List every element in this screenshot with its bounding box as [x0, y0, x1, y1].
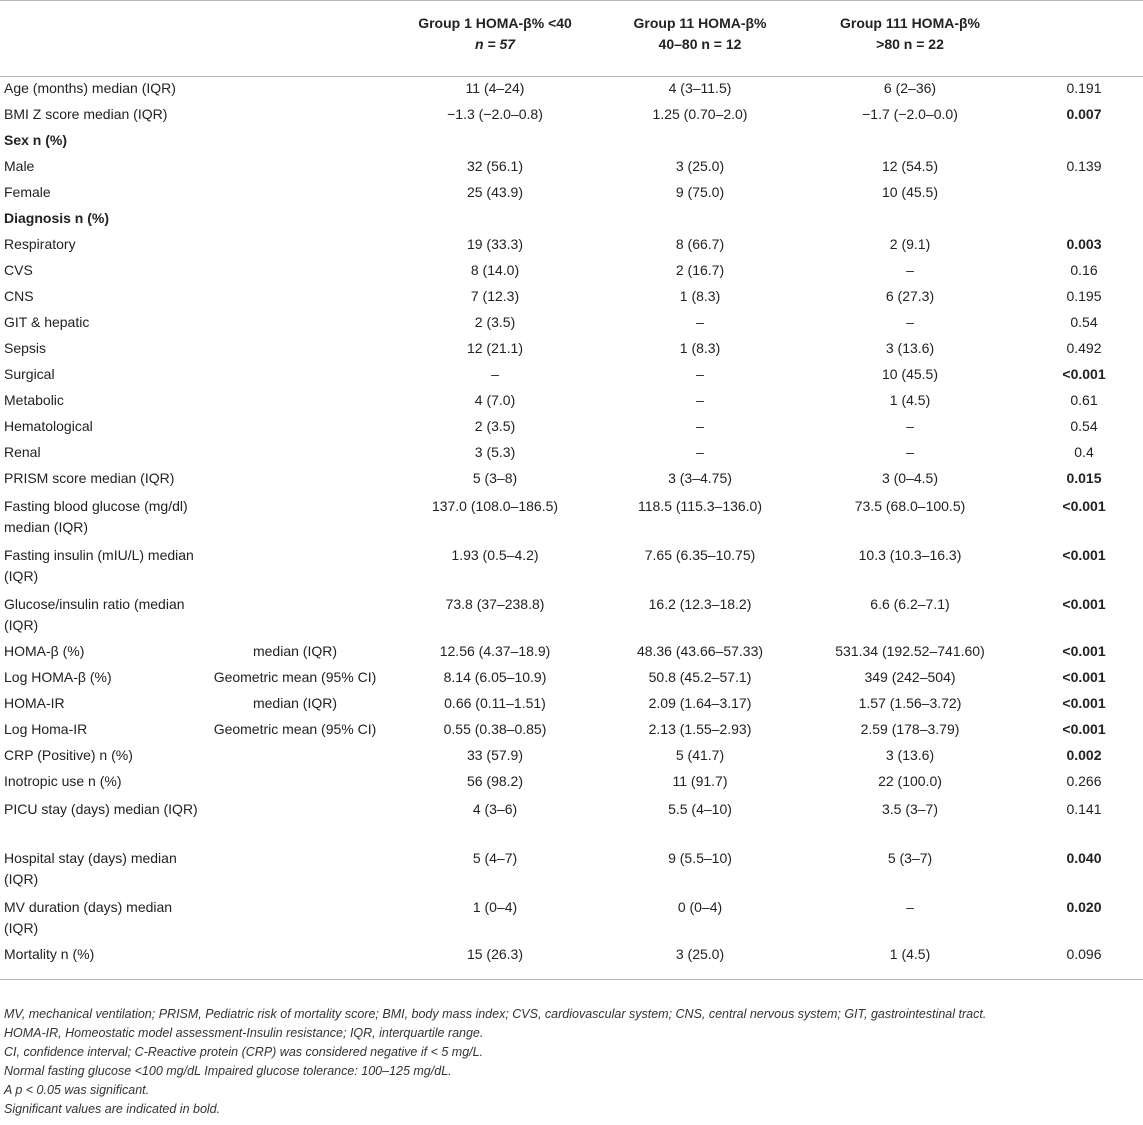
- cell-group-2: 3 (25.0): [605, 943, 795, 980]
- header-group-2-line1: Group 11 HOMA-β%: [633, 15, 767, 31]
- row-label: BMI Z score median (IQR): [4, 106, 168, 122]
- cell-group-3: 2.59 (178–3.79): [860, 721, 960, 737]
- cell-p-value: 0.4: [1074, 444, 1094, 460]
- row-sublabel: [205, 467, 385, 493]
- cell-group-3: 6 (27.3): [885, 288, 935, 304]
- cell-group-3: 10 (45.5): [881, 184, 939, 200]
- cell-group-3: –: [906, 262, 914, 278]
- cell-group-3: 1 (4.5): [795, 943, 1025, 980]
- cell-p-value: <0.001: [1062, 721, 1106, 737]
- table-row: [0, 744, 1143, 770]
- cell-group-2: 3 (3–4.75): [668, 470, 732, 486]
- cell-group-3: 3 (13.6): [885, 340, 935, 356]
- row-sublabel: [205, 493, 385, 542]
- row-sublabel: [205, 311, 385, 337]
- row-sublabel: [205, 155, 385, 181]
- row-label: GIT & hepatic: [4, 314, 90, 330]
- row-sublabel: [205, 233, 385, 259]
- cell-p-value: 0.040: [1066, 850, 1102, 866]
- table-row: [0, 311, 1143, 337]
- cell-group-2: 1 (8.3): [679, 288, 721, 304]
- cell-p-value: <0.001: [1062, 366, 1106, 382]
- cell-group-3: 10 (45.5): [881, 366, 939, 382]
- table-row: [0, 181, 1143, 207]
- cell-group-3: 22 (100.0): [878, 773, 942, 789]
- header-group-3-line2: >80 n = 22: [876, 36, 944, 52]
- table-row: [0, 441, 1143, 467]
- cell-group-1: –: [491, 366, 499, 382]
- cell-group-2: 5 (41.7): [675, 747, 725, 763]
- row-label: Log HOMA-β (%): [4, 669, 112, 685]
- row-sublabel: [205, 389, 385, 415]
- cell-p-value: 0.54: [1070, 314, 1098, 330]
- row-sublabel: [205, 441, 385, 467]
- cell-group-1: 5 (4–7): [472, 850, 518, 866]
- cell-group-2: 1.25 (0.70–2.0): [652, 106, 748, 122]
- row-label: Male: [4, 158, 35, 174]
- cell-group-3: 3 (13.6): [885, 747, 935, 763]
- header-group-3: [795, 1, 1025, 77]
- row-label: Fasting insulin (mIU/L) median (IQR): [4, 547, 194, 584]
- row-label: Hospital stay (days) median (IQR): [4, 850, 177, 887]
- row-label: Female: [4, 184, 51, 200]
- row-label: HOMA-IR: [4, 695, 65, 711]
- table-row: [0, 337, 1143, 363]
- cell-group-1: 137.0 (108.0–186.5): [431, 498, 559, 514]
- cell-group-3: 2 (9.1): [889, 236, 931, 252]
- table-row: [0, 233, 1143, 259]
- section-row: [0, 207, 1143, 233]
- cell-group-2: 16.2 (12.3–18.2): [648, 596, 752, 612]
- cell-p-value: 0.61: [1070, 392, 1098, 408]
- section-row: [0, 129, 1143, 155]
- row-sublabel: [205, 796, 385, 845]
- row-label: HOMA-β (%): [4, 643, 85, 659]
- footnote-line: Significant values are indicated in bold.: [4, 1102, 221, 1116]
- row-label: PRISM score median (IQR): [4, 470, 175, 486]
- header-group-3-line1: Group 111 HOMA-β%: [839, 15, 980, 31]
- row-label: Inotropic use n (%): [4, 773, 122, 789]
- cell-group-2: 50.8 (45.2–57.1): [648, 669, 752, 685]
- row-sublabel: [205, 415, 385, 441]
- cell-p-value: <0.001: [1062, 547, 1106, 563]
- row-sublabel: [205, 77, 385, 104]
- table-header-row: [0, 1, 1143, 77]
- row-label: Renal: [4, 444, 41, 460]
- row-sublabel: [205, 337, 385, 363]
- cell-group-3: 6 (2–36): [883, 80, 937, 96]
- cell-p-value: <0.001: [1062, 498, 1106, 514]
- row-label: Age (months) median (IQR): [4, 80, 176, 96]
- cell-group-1: 25 (43.9): [466, 184, 524, 200]
- cell-group-2: –: [696, 314, 704, 330]
- row-label: Mortality n (%): [0, 943, 205, 980]
- row-sublabel: [205, 894, 385, 943]
- cell-p-value: 0.139: [1066, 158, 1102, 174]
- row-label: CVS: [4, 262, 33, 278]
- row-sublabel: [205, 591, 385, 640]
- table-row: [0, 666, 1143, 692]
- table-row: [0, 943, 1143, 980]
- table-row: [0, 591, 1143, 640]
- cell-group-1: 32 (56.1): [466, 158, 524, 174]
- header-empty-sub: [205, 1, 385, 77]
- cell-group-1: 2 (3.5): [474, 314, 516, 330]
- table-row: [0, 894, 1143, 943]
- row-label: Sepsis: [4, 340, 47, 356]
- footnote-line: CI, confidence interval; C-Reactive protein (CRP) was considered negative if < 5 mg/L.: [4, 1045, 484, 1059]
- header-group-1-line2: n = 57: [474, 36, 516, 52]
- cell-group-3: 10.3 (10.3–16.3): [858, 547, 962, 563]
- row-sublabel: [205, 943, 385, 980]
- table-body: [0, 77, 1143, 980]
- section-label: Sex n (%): [4, 132, 68, 148]
- cell-group-1: 11 (4–24): [465, 80, 525, 96]
- cell-p-value: 0.015: [1066, 470, 1102, 486]
- row-label: Respiratory: [4, 236, 76, 252]
- row-label: CNS: [4, 288, 34, 304]
- cell-group-1: 8.14 (6.05–10.9): [443, 669, 547, 685]
- table-row: [0, 103, 1143, 129]
- cell-p-value: <0.001: [1062, 643, 1106, 659]
- cell-group-2: 4 (3–11.5): [668, 80, 732, 96]
- row-label: Glucose/insulin ratio (median (IQR): [4, 596, 185, 633]
- cell-group-3: 3 (0–4.5): [881, 470, 939, 486]
- header-group-1: [385, 1, 605, 77]
- footnote-line: MV, mechanical ventilation; PRISM, Pediatric risk of mortality score; BMI, body mass index; CVS, cardiovascular system; CNS, central nervous system; GIT, gastrointestinal tract.: [4, 1007, 987, 1021]
- cell-p-value: 0.096: [1025, 943, 1143, 980]
- cell-p-value: 0.003: [1066, 236, 1102, 252]
- cell-group-2: 48.36 (43.66–57.33): [636, 643, 764, 659]
- cell-group-2: –: [696, 444, 704, 460]
- table-row: [0, 770, 1143, 796]
- cell-group-2: 7.65 (6.35–10.75): [644, 547, 756, 563]
- row-sublabel: [205, 181, 385, 207]
- header-group-1-line1: Group 1 HOMA-β% <40: [418, 15, 572, 31]
- cell-group-1: 56 (98.2): [466, 773, 524, 789]
- row-sublabel: [205, 770, 385, 796]
- cell-p-value: 0.191: [1066, 80, 1102, 96]
- cell-group-2: 8 (66.7): [675, 236, 725, 252]
- cell-group-1: 19 (33.3): [466, 236, 524, 252]
- cell-group-2: 1 (8.3): [679, 340, 721, 356]
- cell-group-1: 73.8 (37–238.8): [445, 596, 545, 612]
- row-label: MV duration (days) median (IQR): [4, 899, 173, 936]
- cell-group-2: 2.13 (1.55–2.93): [648, 721, 752, 737]
- cell-group-2: –: [696, 418, 704, 434]
- cell-group-3: 12 (54.5): [881, 158, 939, 174]
- row-label: CRP (Positive) n (%): [4, 747, 133, 763]
- cell-p-value: 0.141: [1066, 801, 1102, 817]
- cell-group-3: –: [906, 899, 914, 915]
- row-sublabel: [205, 845, 385, 894]
- row-sublabel: [205, 103, 385, 129]
- cell-group-1: 12.56 (4.37–18.9): [439, 643, 551, 659]
- cell-group-2: 5.5 (4–10): [668, 801, 732, 817]
- cell-group-1: 3 (5.3): [474, 444, 516, 460]
- cell-group-1: 2 (3.5): [474, 418, 516, 434]
- table-row: [0, 542, 1143, 591]
- row-sublabel: [205, 259, 385, 285]
- table-footnotes: [4, 1005, 986, 1119]
- footnote-line: Normal fasting glucose <100 mg/dL Impaired glucose tolerance: 100–125 mg/dL.: [4, 1064, 452, 1078]
- cell-group-2: 2.09 (1.64–3.17): [648, 695, 752, 711]
- cell-group-2: –: [696, 392, 704, 408]
- cell-group-3: 1 (4.5): [889, 392, 931, 408]
- cell-group-1: 8 (14.0): [470, 262, 520, 278]
- table-row: [0, 640, 1143, 666]
- cell-group-2: 11 (91.7): [672, 773, 728, 789]
- cell-group-3: 73.5 (68.0–100.5): [854, 498, 966, 514]
- row-sublabel: [205, 285, 385, 311]
- cell-p-value: <0.001: [1062, 596, 1106, 612]
- cell-group-1: 0.55 (0.38–0.85): [443, 721, 547, 737]
- table-row: [0, 493, 1143, 542]
- table-row: [0, 259, 1143, 285]
- table-row: [0, 363, 1143, 389]
- cell-group-2: 0 (0–4): [677, 899, 723, 915]
- row-label: Metabolic: [4, 392, 64, 408]
- table-row: [0, 389, 1143, 415]
- cell-group-2: 9 (75.0): [675, 184, 725, 200]
- row-sublabel: [205, 363, 385, 389]
- cell-group-2: 3 (25.0): [675, 158, 725, 174]
- table-row: [0, 718, 1143, 744]
- row-label: Surgical: [4, 366, 55, 382]
- cell-p-value: 0.266: [1066, 773, 1102, 789]
- table-row: [0, 845, 1143, 894]
- cell-group-3: −1.7 (−2.0–0.0): [862, 106, 958, 122]
- cell-group-1: 7 (12.3): [470, 288, 520, 304]
- cell-group-1: 5 (3–8): [472, 470, 518, 486]
- cell-p-value: <0.001: [1062, 695, 1106, 711]
- cell-group-3: –: [906, 444, 914, 460]
- cell-p-value: 0.002: [1066, 747, 1102, 763]
- cell-group-1: 15 (26.3): [385, 943, 605, 980]
- cell-group-1: 1.93 (0.5–4.2): [451, 547, 539, 563]
- cell-p-value: 0.492: [1066, 340, 1102, 356]
- cell-group-2: –: [696, 366, 704, 382]
- row-label: Hematological: [4, 418, 93, 434]
- table-row: [0, 77, 1143, 104]
- row-label: Fasting blood glucose (mg/dl) median (IQR): [4, 498, 188, 535]
- cell-group-1: 1 (0–4): [472, 899, 518, 915]
- table-row: [0, 467, 1143, 493]
- table-row: [0, 796, 1143, 845]
- cell-group-3: 3.5 (3–7): [881, 801, 939, 817]
- cell-group-3: 531.34 (192.52–741.60): [835, 643, 985, 659]
- cell-group-1: 4 (7.0): [474, 392, 516, 408]
- cell-group-2: 9 (5.5–10): [668, 850, 732, 866]
- section-label: Diagnosis n (%): [4, 210, 110, 226]
- cell-p-value: [1025, 181, 1143, 207]
- table-row: [0, 155, 1143, 181]
- footnote-line: HOMA-IR, Homeostatic model assessment-Insulin resistance; IQR, interquartile range.: [4, 1026, 484, 1040]
- cell-group-3: 6.6 (6.2–7.1): [870, 596, 950, 612]
- cell-p-value: <0.001: [1062, 669, 1106, 685]
- cell-group-3: 1.57 (1.56–3.72): [858, 695, 962, 711]
- cell-group-1: 33 (57.9): [466, 747, 524, 763]
- cell-group-3: –: [906, 314, 914, 330]
- cell-group-1: 0.66 (0.11–1.51): [444, 695, 546, 711]
- row-sublabel: [205, 542, 385, 591]
- cell-group-2: 2 (16.7): [675, 262, 725, 278]
- table-row: [0, 692, 1143, 718]
- cell-p-value: 0.195: [1066, 288, 1102, 304]
- header-group-2: [605, 1, 795, 77]
- cell-group-1: −1.3 (−2.0–0.8): [447, 106, 543, 122]
- cell-p-value: 0.007: [1066, 106, 1102, 122]
- cell-p-value: 0.020: [1066, 899, 1102, 915]
- header-group-2-line2: 40–80 n = 12: [658, 36, 742, 52]
- table-row: [0, 285, 1143, 311]
- cell-group-3: 5 (3–7): [887, 850, 933, 866]
- header-empty: [0, 1, 205, 77]
- row-sublabel: [205, 744, 385, 770]
- table-row: [0, 415, 1143, 441]
- row-label: PICU stay (days) median (IQR): [4, 801, 198, 817]
- row-sublabel: median (IQR): [252, 695, 338, 711]
- header-p-value: [1025, 1, 1143, 77]
- cell-p-value: 0.54: [1070, 418, 1098, 434]
- cell-group-2: 118.5 (115.3–136.0): [637, 498, 763, 514]
- cell-group-3: –: [906, 418, 914, 434]
- cell-group-3: 349 (242–504): [864, 669, 956, 685]
- row-label: Log Homa-IR: [4, 721, 88, 737]
- cell-group-1: 12 (21.1): [466, 340, 524, 356]
- row-sublabel: median (IQR): [252, 643, 338, 659]
- footnote-line: A p < 0.05 was significant.: [4, 1083, 150, 1097]
- row-sublabel: Geometric mean (95% CI): [213, 721, 377, 737]
- row-sublabel: Geometric mean (95% CI): [213, 669, 377, 685]
- cell-group-1: 4 (3–6): [472, 801, 518, 817]
- cell-p-value: 0.16: [1070, 262, 1098, 278]
